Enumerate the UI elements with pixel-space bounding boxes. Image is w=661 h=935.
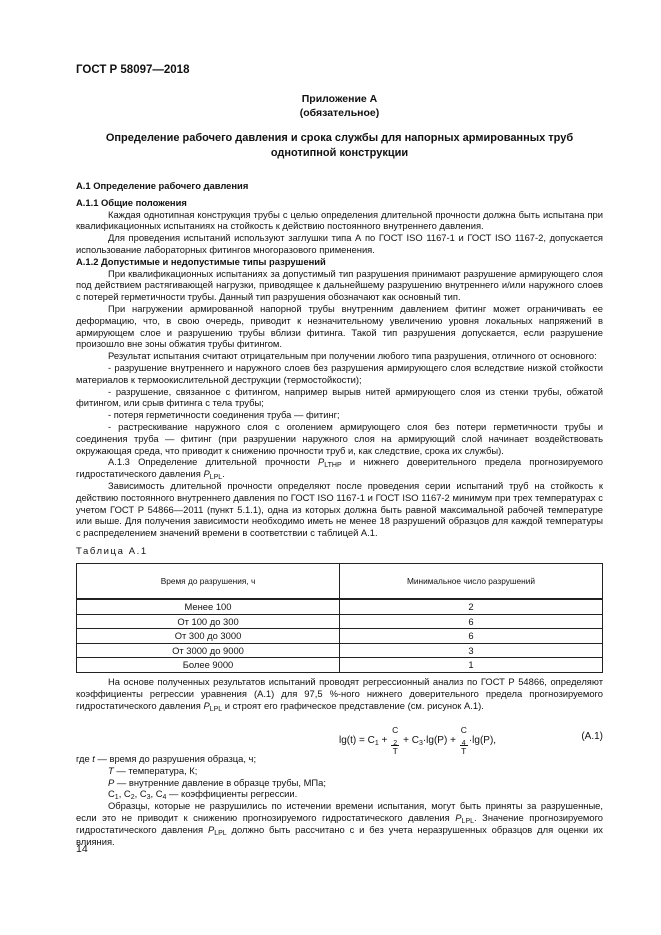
paragraph: Для проведения испытаний используют заглушки типа А по ГОСТ ISO 1167-1 и ГОСТ ISO 1167-2, допускается использование лабораторных фитингов многоразового применения. [76,232,603,255]
list-item: - разрушение внутреннего и наружного слоев без разрушения армирующего слоя вследствие низкой стойкости материалов к термоокислительной деструкции (термостойкости); [76,361,603,385]
symbol-c: C [108,788,115,800]
subscript: 1 [114,794,119,802]
table-cell: 6 [340,629,603,644]
after-table-text [76,676,603,711]
table-row [77,599,603,614]
symbol-p: P [318,456,325,468]
fraction-denominator: T [392,746,398,756]
table-cell: От 300 до 3000 [77,629,340,644]
subscript: 2 [393,740,398,747]
formula-lhs: lg(t) = C [339,735,375,747]
where-t [76,753,603,765]
main-title-line2: однотипной конструкции [270,147,409,159]
paragraph-regression [76,676,603,711]
paragraph-unbroken [76,800,603,847]
fraction-numerator [460,725,468,746]
text-run: и строят его графическое представление (см. рисунок А.1). [222,699,484,711]
paragraph-a13 [76,456,603,480]
text-run: — время до разрушения образца, ч; [94,753,257,764]
formula-term: ·lg(P) + [422,735,456,747]
table-header-cell: Время до разрушения, ч [77,564,340,600]
where-text [76,753,603,847]
section-a11-heading: А.1.1 Общие положения [76,196,187,208]
table-cell: 2 [340,599,603,614]
text-run: . Значение прогнозируемого гидростатического давления [76,811,603,835]
text-run: — температура, К; [113,764,198,776]
subscript: LTHP [324,462,342,470]
table-row [77,643,603,658]
table-cell: Менее 100 [77,599,340,614]
table-header-row [77,564,603,600]
table-row [77,629,603,644]
subscript: 3 [418,740,423,748]
symbol-p: P [203,699,210,711]
formula-term: ·lg(P), [468,735,497,747]
symbol-c: C [139,788,147,800]
fraction-numerator [391,725,399,746]
subscript: LPL [209,474,223,482]
text-run: — внутренние давление в образце трубы, МПа; [114,776,326,788]
formula-expression: $\lg(t) = C_1$ + C $_2$ T + $C_3\cdot\lg(P)$ + C $_4$ T ·lg(P), [339,725,497,756]
table-cell: 1 [340,658,603,673]
text-run: На основе полученных результатов испытаний проводят регрессионный анализ по ГОСТ Р 54866, определяют коэффициенты регрессии уравнения (А.1) для 97,5 %-ного нижнего доверительного предела прогнозируемого гидростатического давления [76,676,603,711]
symbol-p: P [207,823,215,835]
annex-note: (обязательное) [299,107,380,119]
paragraph: При нагружении армированной напорной трубы внутренним давлением фитинг может ограничивать ее деформацию, что, в свою очередь, приводит к незначительному увеличению уровня локальных напряжений в армирующем слое и разрушению трубы вблизи фитинга. Такой тип разрушения допускается, если разрушение произошло вне зоны обжатия трубы фитингом. [76,302,603,350]
table-header-cell: Минимальное число разрушений [340,564,603,600]
symbol-c: C [155,788,163,800]
paragraph: Результат испытания считают отрицательным при получении любого типа разрушения, отличного от основного: [108,350,597,362]
body-text [76,180,603,539]
text-run: где [76,753,93,764]
table-cell: Более 9000 [77,658,340,673]
main-title [76,131,603,161]
annex-heading [76,92,603,120]
section-a1-heading: А.1 Определение рабочего давления [76,180,249,191]
standard-header: ГОСТ Р 58097—2018 [76,64,190,76]
text-run: . [222,468,225,480]
table-cell: 6 [340,614,603,629]
subscript: LPL [461,817,475,825]
symbol-T: T [108,764,114,776]
list-item: - потеря герметичности соединения труба — фитинг; [108,409,340,421]
table-row [77,658,603,673]
list-item: - растрескивание наружного слоя с оголением армирующего слоя без потери герметичности трубы и соединения труба — фитинг (при разрушении наружного слоя на армирующий слой начинает воздействовать окружающая среда, что приводит к снижению прочности труб и, как следствие, срока их службы). [76,420,603,456]
symbol-p: P [455,811,462,823]
symbol-c: C [392,725,399,735]
subscript: 1 [374,740,379,748]
table-caption: Таблица А.1 [76,546,148,557]
text-run: — коэффициенты регрессии. [166,788,298,800]
subscript: LPL [214,829,227,837]
paragraph: Каждая однотипная конструкция трубы с целью определения длительной прочности должна быть испытана при квалификационных испытаниях на стойкость к действию постоянного внутреннего давления. [76,208,603,232]
subscript: 4 [162,794,167,802]
where-T [76,765,603,777]
symbol-p: P [108,776,115,788]
list-item: - разрушение, связанное с фитингом, например вырыв нитей армирующего слоя из стенки трубы, обжатой фитингом, или срыв фитинга с тела трубы; [76,385,603,409]
text-run: должно быть рассчитано с и без учета неразрушенных образцов для оценки их влияния. [76,823,603,847]
where-P [76,777,603,789]
paragraph: При квалификационных испытаниях за допустимый тип разрушения принимают разрушение армирующего слоя под действием растягивающей нагрузки, приводящее к дальнейшему разрушению внутреннего и/или наружного слоев с потерей герметичности трубы. Данный тип разрушения обозначают как основный тип. [76,267,603,303]
main-title-line1: Определение рабочего давления и срока службы для напорных армированных труб [105,132,574,144]
symbol-p: P [203,468,210,480]
formula-a1 [76,722,603,756]
fraction-denominator: T [461,746,467,756]
table-cell: От 3000 до 9000 [77,643,340,658]
symbol-c: C [411,735,419,747]
fraction [460,725,468,756]
data-table [76,563,603,673]
table-row [77,614,603,629]
table-cell: 3 [340,643,603,658]
symbol-c: C [460,725,467,735]
where-C: $C_1$, $C_2$, $C_3$, $C_4$ — коэффициенты регрессии. [108,788,298,802]
subscript: 2 [130,794,135,802]
text-run: и нижнего доверительного предела прогнозируемого гидростатического давления [76,456,603,480]
symbol-t: t [92,753,95,764]
formula-number: (А.1) [581,731,603,742]
symbol-c: C [123,788,131,800]
table-cell: От 100 до 300 [77,614,340,629]
page-number: 14 [76,843,88,855]
text-run: Образцы, которые не разрушились по истечении времени испытания, могут быть приняты за разрушенные, если это не приводит к снижению прогнозируемого гидростатического давления [76,800,603,823]
section-a12-heading: А.1.2 Допустимые и недопустимые типы разрушений [76,255,326,267]
subscript: 4 [461,740,466,747]
subscript: 3 [146,794,151,802]
annex-title: Приложение А [301,93,378,105]
paragraph: Зависимость длительной прочности определяют после проведения серии испытаний труб на стойкость к действию постоянного внутреннего давления по ГОСТ ISO 1167-1 и ГОСТ ISO 1167-2 минимум при трех температурах с учетом ГОСТ Р 54866—2011 (пункт 5.1.1), одна из которых должна быть равной максимальной рабочей температуре или выше. Для получения зависимости необходимо иметь не менее 18 разрушений образцов для каждой температуры с распределением значений времени в соответствии с таблицей А.1. [76,479,603,539]
subscript: LPL [209,705,223,713]
text-run: А.1.3 Определение длительной прочности [108,456,319,468]
fraction [391,725,399,756]
